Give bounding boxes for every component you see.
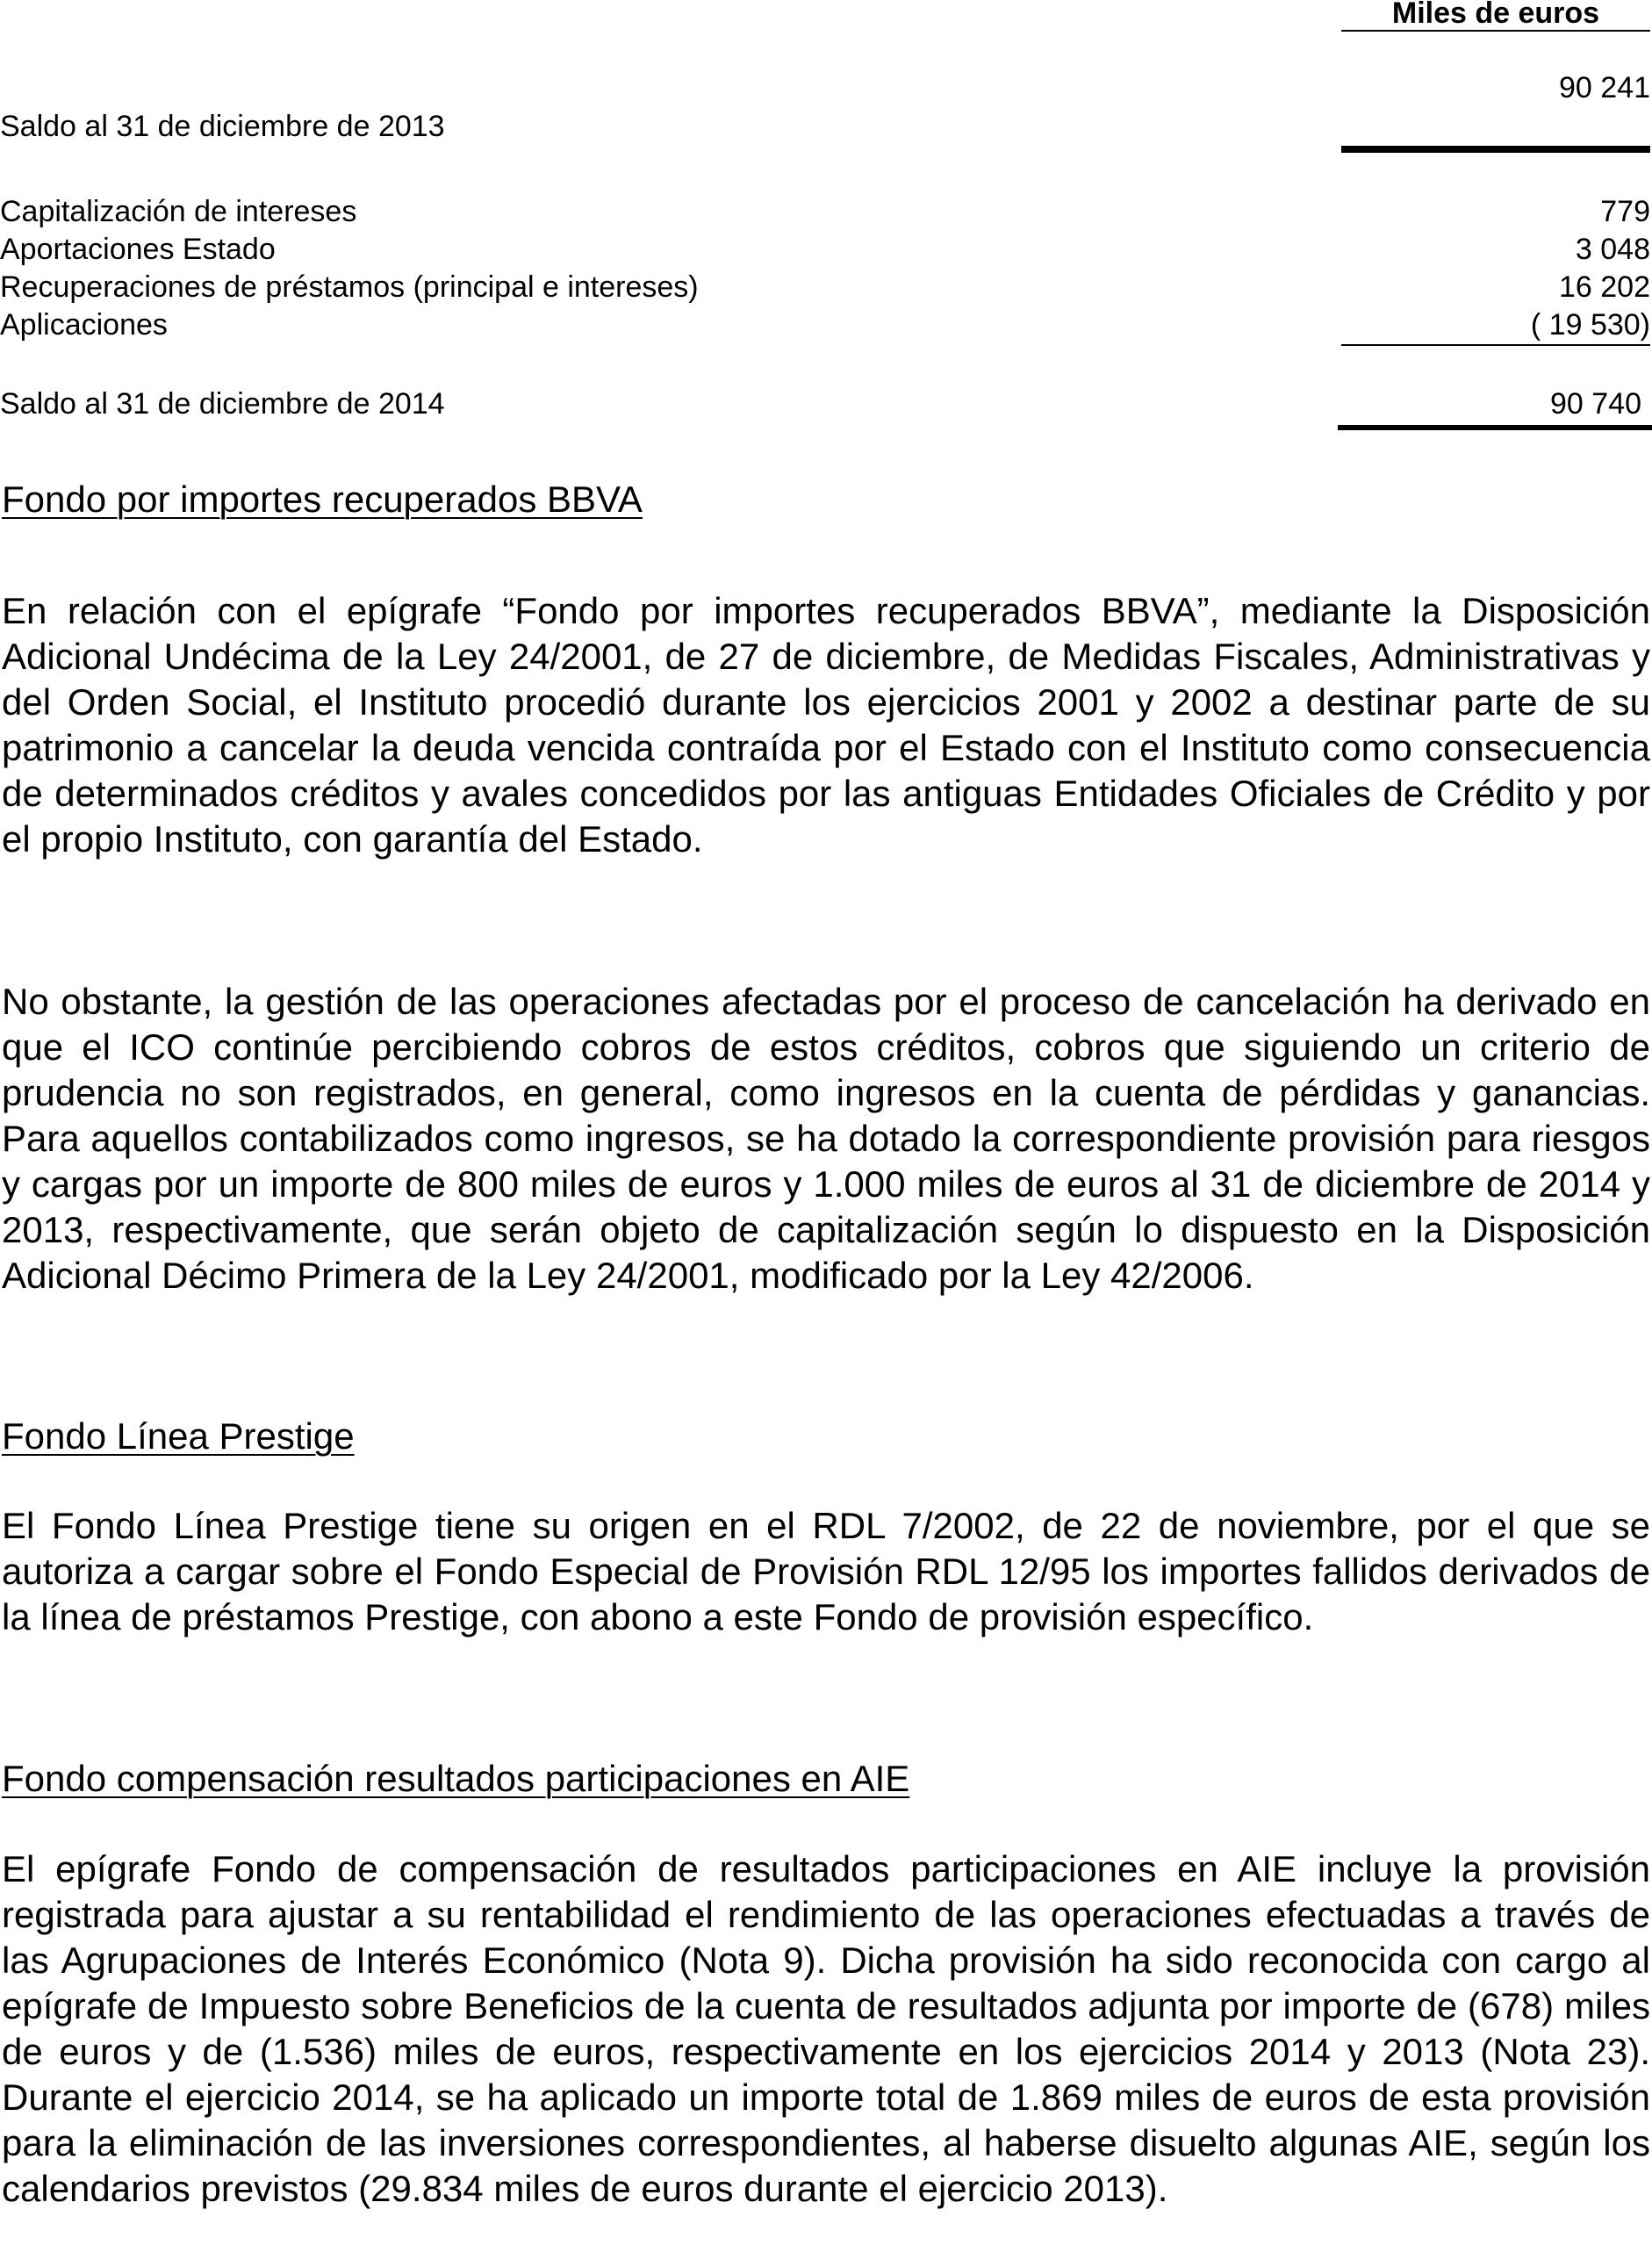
closing-balance-label: Saldo al 31 de diciembre de 2014	[0, 387, 445, 421]
section-heading: Fondo por importes recuperados BBVA	[2, 479, 643, 520]
row-value: 779	[1600, 195, 1650, 228]
section-paragraph: No obstante, la gestión de las operaciones afectadas por el proceso de cancelación ha derivado en que el ICO continúe percibiendo cobros de estos créditos, cobros que siguiendo un criterio de prudencia no son registrados, en general, como ingresos en la cuenta de pérdidas y ganancias. Para aquellos contabilizados como ingresos, se ha dotado la correspondiente provisión para riesgos y cargas por un importe de 800 miles de euros y 1.000 miles de euros al 31 de diciembre de 2014 y 2013, respectivamente, que serán objeto de capitalización según lo dispuesto en la Disposición Adicional Décimo Primera de la Ley 24/2001, modificado por la Ley 42/2006.	[2, 981, 1650, 1296]
row-label: Aplicaciones	[0, 308, 168, 342]
section-heading: Fondo Línea Prestige	[2, 1415, 355, 1457]
row-value: 3 048	[1575, 233, 1650, 266]
row-label: Recuperaciones de préstamos (principal e intereses)	[0, 270, 699, 304]
row-label: Aportaciones Estado	[0, 233, 276, 266]
opening-balance-value: 90 241	[1559, 71, 1650, 104]
closing-balance-rule	[1338, 425, 1652, 430]
fund-movement-table	[0, 0, 1652, 421]
row-value: ( 19 530)	[1530, 308, 1650, 342]
subtotal-rule	[1341, 344, 1650, 346]
column-header-rule	[1341, 30, 1650, 32]
opening-balance-rule	[1341, 146, 1650, 153]
row-value: 16 202	[1559, 270, 1650, 304]
section-paragraph: El Fondo Línea Prestige tiene su origen en el RDL 7/2002, de 22 de noviembre, por el que se autoriza a cargar sobre el Fondo Especial de Provisión RDL 12/95 los importes fallidos derivados de la línea de préstamos Prestige, con abono a este Fondo de provisión específico.	[2, 1505, 1650, 1637]
section-paragraph: En relación con el epígrafe “Fondo por importes recuperados BBVA”, mediante la Disposición Adicional Undécima de la Ley 24/2001, de 27 de diciembre, de Medidas Fiscales, Administrativas y del Orden Social, el Instituto procedió durante los ejercicios 2001 y 2002 a destinar parte de su patrimonio a cancelar la deuda vencida contraída por el Estado con el Instituto como consecuencia de determinados créditos y avales concedidos por las antiguas Entidades Oficiales de Crédito y por el propio Instituto, con garantía del Estado.	[2, 590, 1650, 860]
column-header: Miles de euros	[1391, 0, 1600, 30]
closing-balance-value: 90 740	[1550, 387, 1641, 421]
section-paragraph: El epígrafe Fondo de compensación de resultados participaciones en AIE incluye la provisión registrada para ajustar a su rentabilidad el rendimiento de las operaciones efectuadas a través de las Agrupaciones de Interés Económico (Nota 9). Dicha provisión ha sido reconocida con cargo al epígrafe de Impuesto sobre Beneficios de la cuenta de resultados adjunta por importe de (678) miles de euros y de (1.536) miles de euros, respectivamente en los ejercicios 2014 y 2013 (Nota 23). Durante el ejercicio 2014, se ha aplicado un importe total de 1.869 miles de euros de esta provisión para la eliminación de las inversiones correspondientes, al haberse disuelto algunas AIE, según los calendarios previstos (29.834 miles de euros durante el ejercicio 2013).	[2, 1848, 1650, 2209]
row-label: Capitalización de intereses	[0, 195, 357, 228]
opening-balance-label: Saldo al 31 de diciembre de 2013	[0, 110, 445, 143]
section-heading: Fondo compensación resultados participaciones en AIE	[2, 1758, 910, 1799]
